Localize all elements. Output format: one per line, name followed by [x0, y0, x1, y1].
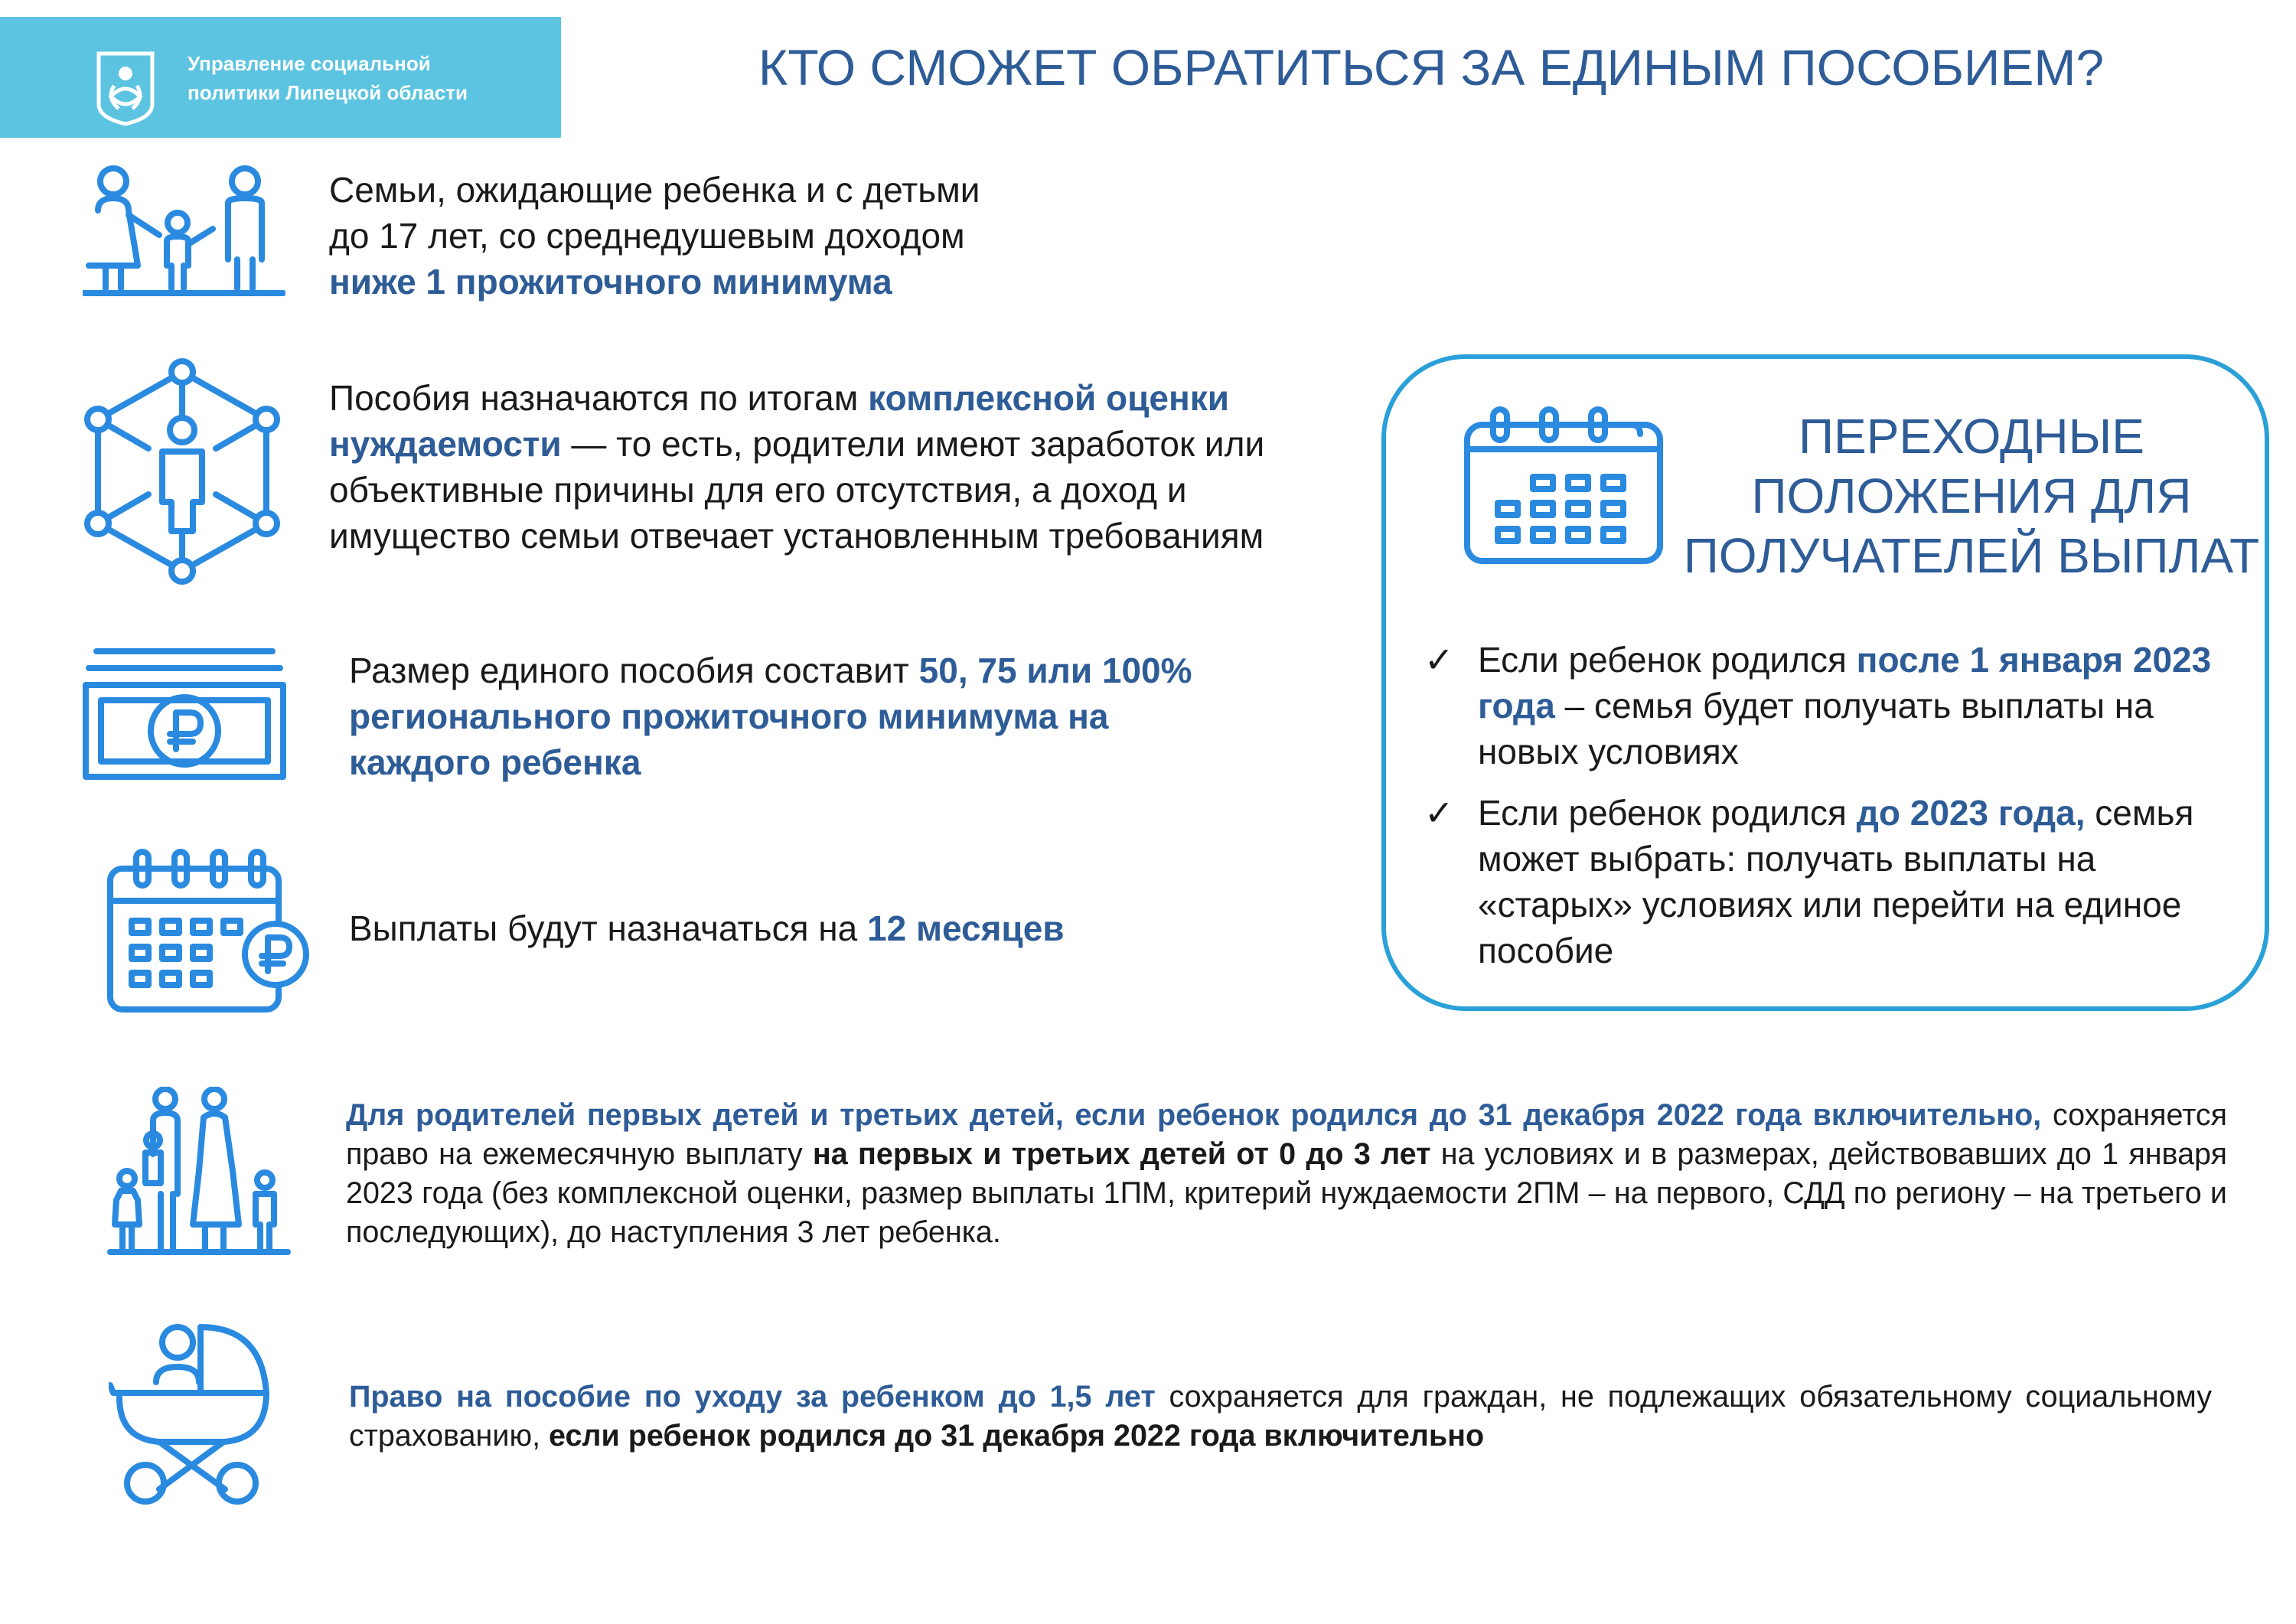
first-third-bold-blue: Для родителей первых детей и третьих детей, если ребенок родился до 31 декабря 2022 года включительно,	[346, 1098, 2042, 1132]
assessment-text-before: Пособия назначаются по итогам	[329, 378, 869, 418]
item1-bold: после 1 января 2023 года	[1478, 640, 2212, 726]
family-hands-icon	[96, 51, 155, 126]
families-line2: до 17 лет, со среднедушевым доходом	[329, 216, 965, 256]
duration-text-before: Выплаты будут назначаться на	[349, 908, 868, 948]
baby-stroller-icon	[109, 1316, 277, 1508]
network-person-icon	[81, 357, 284, 586]
families-line1: Семьи, ожидающие ребенка и с детьми	[329, 170, 980, 210]
amount-block	[349, 647, 1229, 785]
duration-bold: 12 месяцев	[867, 908, 1065, 948]
item2-text-after: семья может выбрать: получать выплаты на «старых» условиях или перейти на единое пособие	[1478, 793, 2194, 970]
assessment-bold: комплексной оценки нуждаемости	[329, 378, 1230, 464]
item2-bold: до 2023 года,	[1856, 793, 2086, 833]
big-family-icon	[107, 1087, 291, 1257]
families-line3: ниже 1 прожиточного минимума	[329, 262, 892, 302]
duration-block	[349, 905, 1229, 951]
ruble-banknote-icon	[81, 645, 288, 783]
item2-text-before: Если ребенок родился	[1478, 793, 1857, 833]
page-title: КТО СМОЖЕТ ОБРАТИТЬСЯ ЗА ЕДИНЫМ ПОСОБИЕМ?	[758, 39, 2105, 96]
childcare-text1: сохраняется для граждан, не подлежащих обязательному социальному страхованию,	[349, 1380, 2212, 1453]
transitional-item-1	[1424, 637, 2251, 774]
org-header-badge	[0, 17, 561, 138]
childcare-bold-blue: Право на пособие по уходу за ребенком до 1,5 лет	[349, 1380, 1156, 1414]
first-third-block	[346, 1096, 2227, 1252]
amount-text-before: Размер единого пособия составит	[349, 651, 919, 690]
org-name	[188, 49, 547, 107]
org-name-line2: политики Липецкой области	[188, 81, 468, 104]
item1-text-before: Если ребенок родился	[1478, 640, 1857, 680]
first-third-text1: сохраняется право на ежемесячную выплату	[346, 1098, 2227, 1171]
calendar-icon	[1463, 405, 1669, 566]
calendar-ruble-icon	[106, 846, 312, 1014]
assessment-text-after: — то есть, родители имеют заработок или объективные причины для его отсутствия, а доход и имущество семьи отвечает установленным требованиям	[329, 424, 1265, 556]
transitional-title: ПЕРЕХОДНЫЕ ПОЛОЖЕНИЯ ДЛЯ ПОЛУЧАТЕЛЕЙ ВЫПЛАТ	[1683, 409, 2260, 583]
org-name-line1: Управление социальной	[188, 52, 431, 75]
first-third-bold-dark: на первых и третьих детей от 0 до 3 лет	[812, 1137, 1431, 1171]
amount-bold: 50, 75 или 100% регионального прожиточного минимума на каждого ребенка	[349, 651, 1192, 782]
check-icon: ✓	[1424, 793, 1454, 833]
first-third-text2: на условиях и в размерах, действовавших до 1 января 2023 года (без комплексной оценки, размер выплаты 1ПМ, критерий нуждаемости 2ПМ – на первого, СДД по региону – на третьего и последующих), до наступления 3 лет ребенка.	[346, 1137, 2227, 1249]
transitional-box	[1381, 354, 2269, 1011]
childcare-bold-dark: если ребенок родился до 31 декабря 2022 года включительно	[549, 1419, 1485, 1453]
families-block	[329, 167, 1079, 305]
check-icon: ✓	[1424, 640, 1454, 680]
childcare-block	[349, 1378, 2212, 1456]
family-icon	[83, 165, 285, 298]
item1-text-after: – семья будет получать выплаты на новых условиях	[1478, 686, 2154, 771]
transitional-item-2	[1424, 790, 2251, 973]
assessment-block	[329, 375, 1370, 559]
